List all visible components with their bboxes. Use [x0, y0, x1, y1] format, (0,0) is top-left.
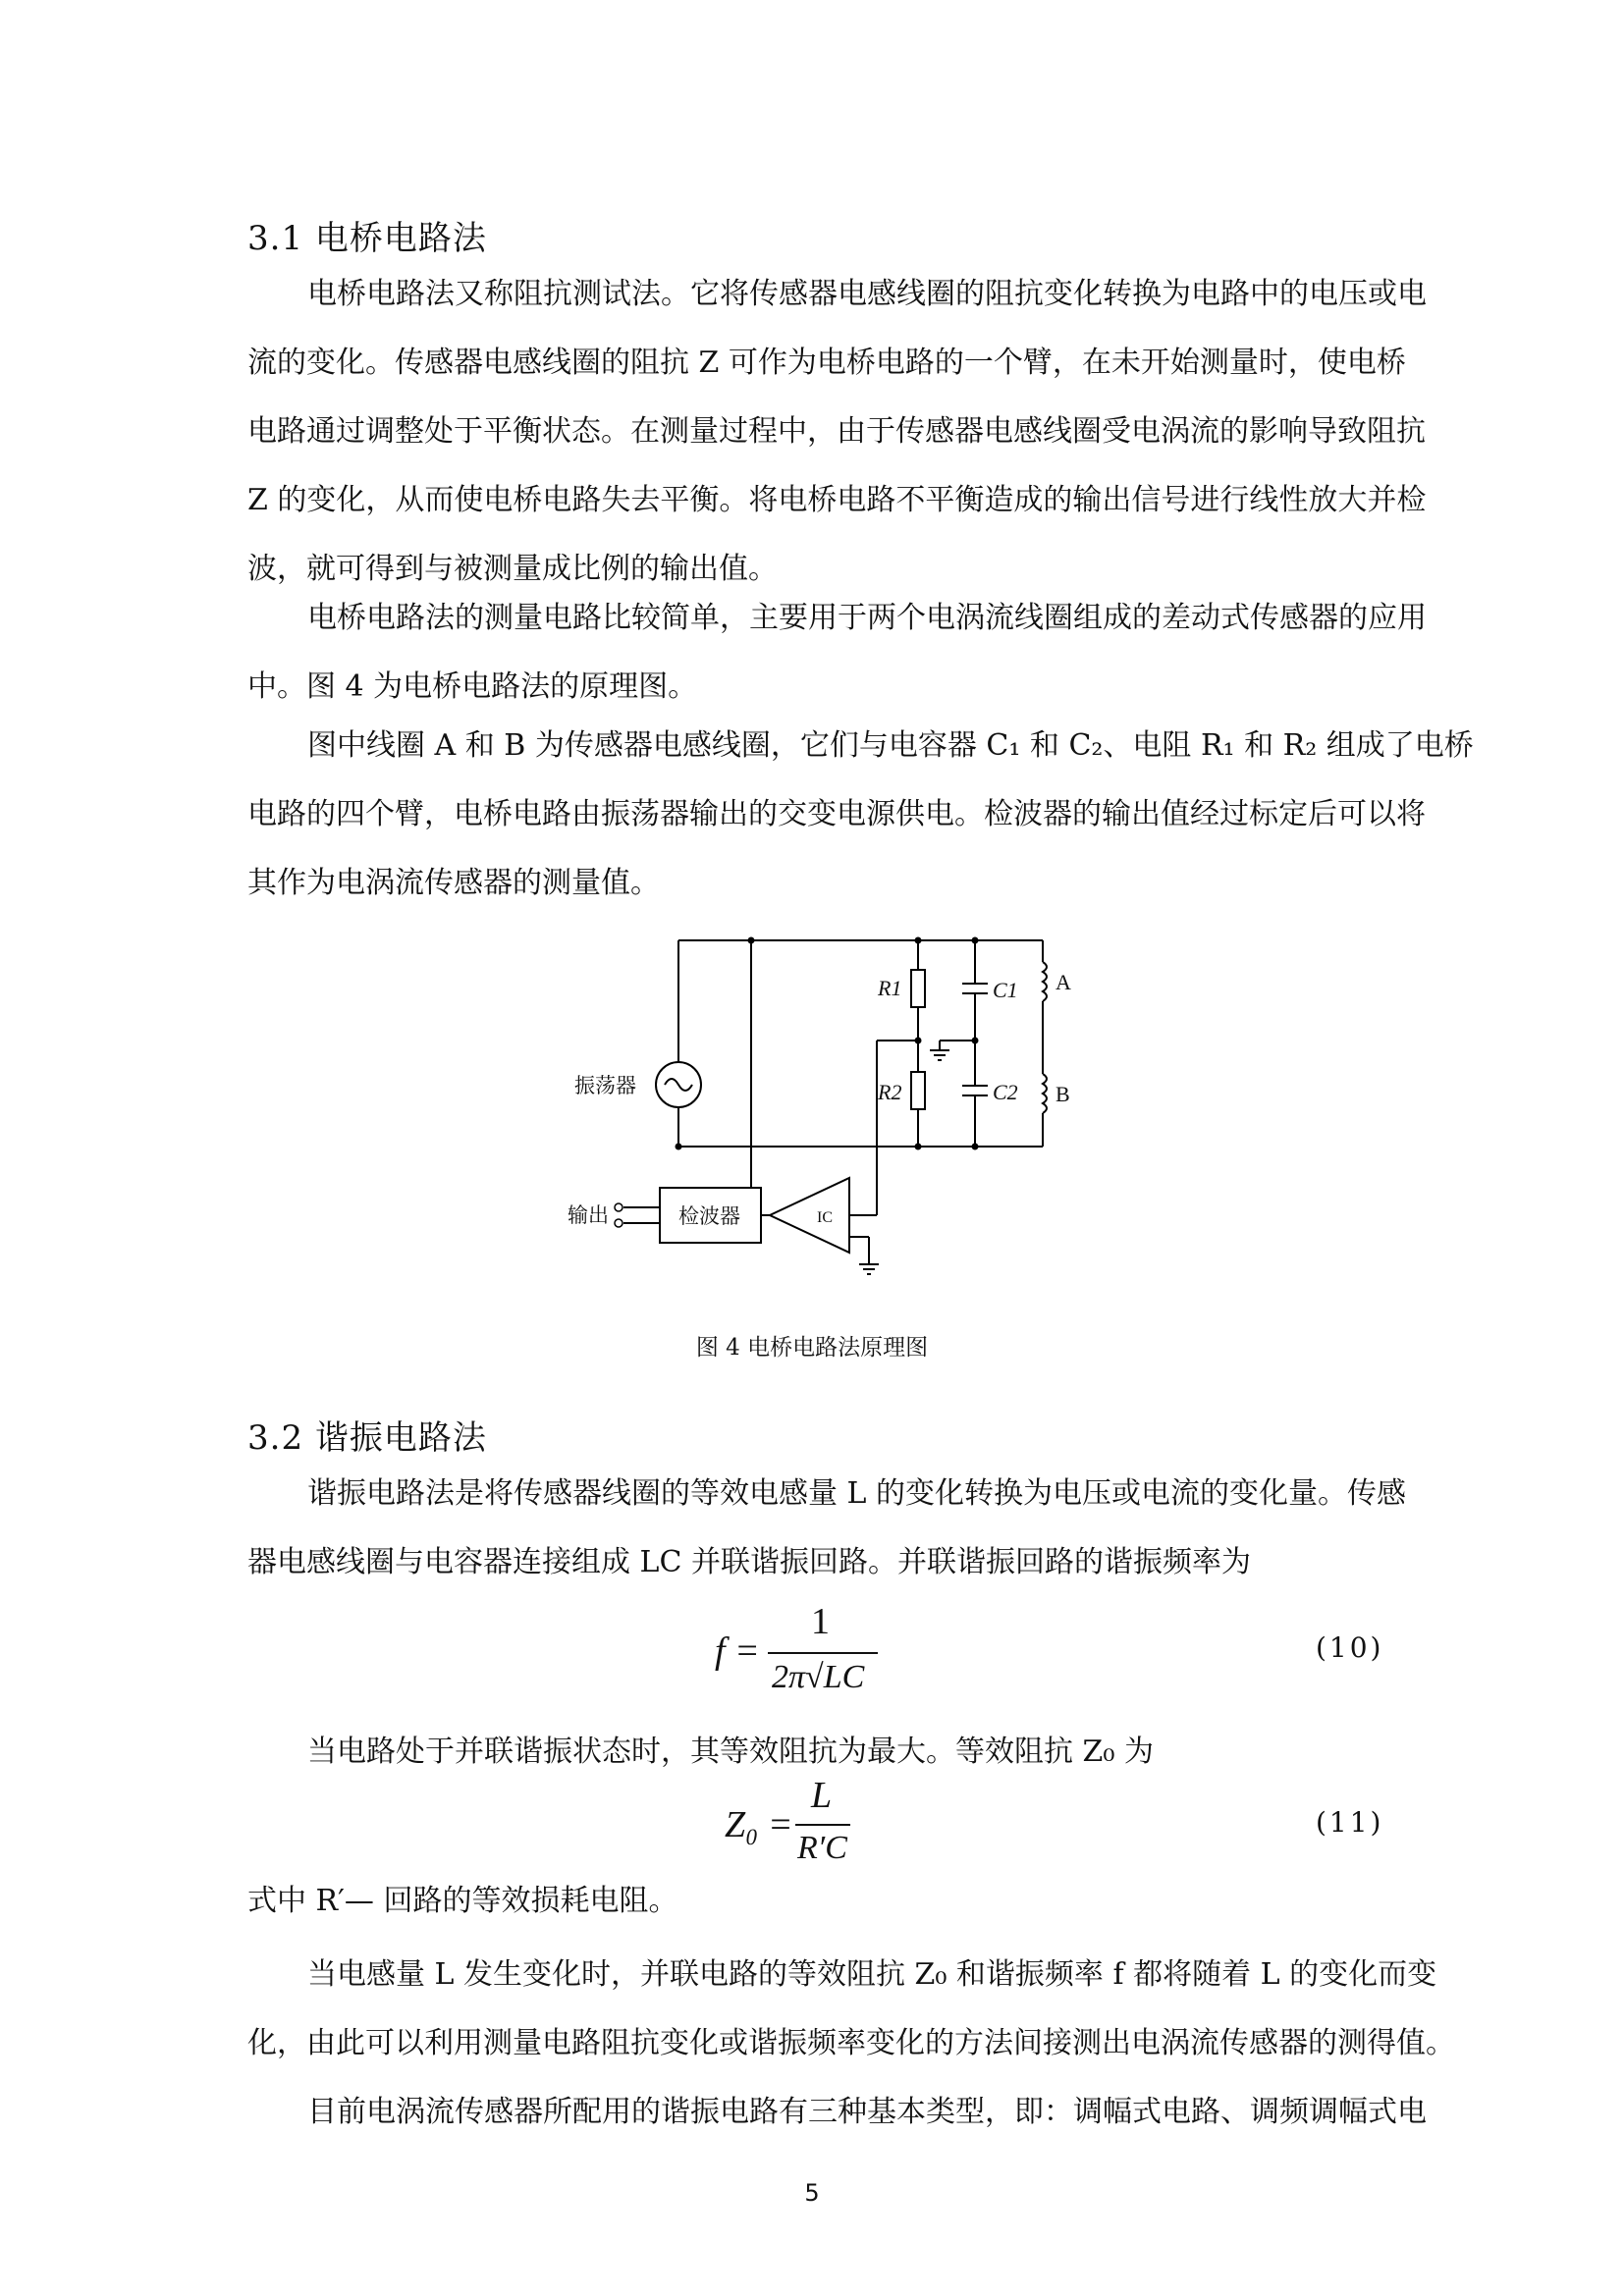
eq11-number: (11)	[1316, 1806, 1384, 1839]
figure-caption: 图 4 电桥电路法原理图	[695, 1335, 929, 1361]
eq10-lhs: f =	[715, 1630, 760, 1672]
r2-label: R2	[878, 1080, 902, 1104]
eq10-number: (10)	[1316, 1631, 1384, 1664]
bridge-circuit-diagram	[550, 923, 1100, 1286]
text-line: 电桥电路法又称阻抗测试法。它将传感器电感线圈的阻抗变化转换为电路中的电压或电	[307, 277, 1427, 311]
eq11-numerator: L	[811, 1775, 833, 1816]
section-3-2-paragraph-3	[247, 1867, 1386, 1936]
section-3-2-heading: 3.2 谐振电路法	[247, 1418, 487, 1458]
text-line: 电桥电路法的测量电路比较简单，主要用于两个电涡流线圈组成的差动式传感器的应用	[307, 601, 1427, 635]
text-line: 式中 R′— 回路的等效损耗电阻。	[247, 1884, 678, 1918]
text-line: 当电感量 L 发生变化时，并联电路的等效阻抗 Z₀ 和谐振频率 f 都将随着 L 的变化而变	[307, 1957, 1437, 1992]
section-3-2-paragraph-4	[247, 1941, 1455, 2078]
text-line: 其作为电涡流传感器的测量值。	[247, 866, 660, 900]
page-number: 5	[804, 2179, 820, 2207]
text-line: 器电感线圈与电容器连接组成 LC 并联谐振回路。并联谐振回路的谐振频率为	[247, 1545, 1251, 1579]
coil-b-label: B	[1056, 1082, 1070, 1106]
c2-label: C2	[993, 1080, 1018, 1104]
section-3-2-paragraph-5	[247, 2078, 1427, 2147]
text-line: 当电路处于并联谐振状态时，其等效阻抗为最大。等效阻抗 Z₀ 为	[307, 1735, 1154, 1769]
fraction-bar	[768, 1652, 878, 1654]
text-line: Z 的变化，从而使电桥电路失去平衡。将电桥电路不平衡造成的输出信号进行线性放大并检	[247, 483, 1427, 517]
eq11-denominator: R′C	[797, 1830, 847, 1866]
section-3-1-paragraph-1	[247, 260, 1427, 604]
eq11-lhs: Z₀ =	[725, 1804, 793, 1845]
eq10-numerator: 1	[811, 1601, 830, 1642]
text-line: 中。图 4 为电桥电路法的原理图。	[247, 669, 698, 704]
section-3-1-paragraph-3	[247, 712, 1474, 918]
fraction-bar	[795, 1824, 850, 1826]
text-line: 电路的四个臂，电桥电路由振荡器输出的交变电源供电。检波器的输出值经过标定后可以将	[247, 797, 1426, 831]
r1-label: R1	[878, 976, 902, 1000]
amplifier-label: IC	[817, 1209, 833, 1226]
eq10-denominator: 2π√LC	[772, 1659, 865, 1695]
coil-a-label: A	[1056, 970, 1071, 994]
section-3-2-paragraph-1	[247, 1460, 1406, 1597]
text-line: 化，由此可以利用测量电路阻抗变化或谐振频率变化的方法间接测出电涡流传感器的测得值。	[247, 2026, 1455, 2060]
text-line: 波，就可得到与被测量成比例的输出值。	[247, 552, 778, 586]
section-3-1-paragraph-2	[247, 584, 1427, 721]
section-3-1-heading: 3.1 电桥电路法	[247, 219, 487, 258]
oscillator-label: 振荡器	[574, 1074, 636, 1097]
text-line: 目前电涡流传感器所配用的谐振电路有三种基本类型，即：调幅式电路、调频调幅式电	[307, 2095, 1427, 2129]
output-label: 输出	[568, 1203, 609, 1227]
text-line: 图中线圈 A 和 B 为传感器电感线圈，它们与电容器 C₁ 和 C₂、电阻 R₁ 和 R₂ 组成了电桥	[307, 728, 1474, 763]
text-line: 电路通过调整处于平衡状态。在测量过程中，由于传感器电感线圈受电涡流的影响导致阻抗	[247, 414, 1426, 449]
text-line: 谐振电路法是将传感器线圈的等效电感量 L 的变化转换为电压或电流的变化量。传感	[307, 1476, 1406, 1511]
text-line: 流的变化。传感器电感线圈的阻抗 Z 可作为电桥电路的一个臂，在未开始测量时，使电桥	[247, 346, 1406, 380]
detector-label: 检波器	[678, 1204, 740, 1228]
c1-label: C1	[993, 978, 1018, 1002]
